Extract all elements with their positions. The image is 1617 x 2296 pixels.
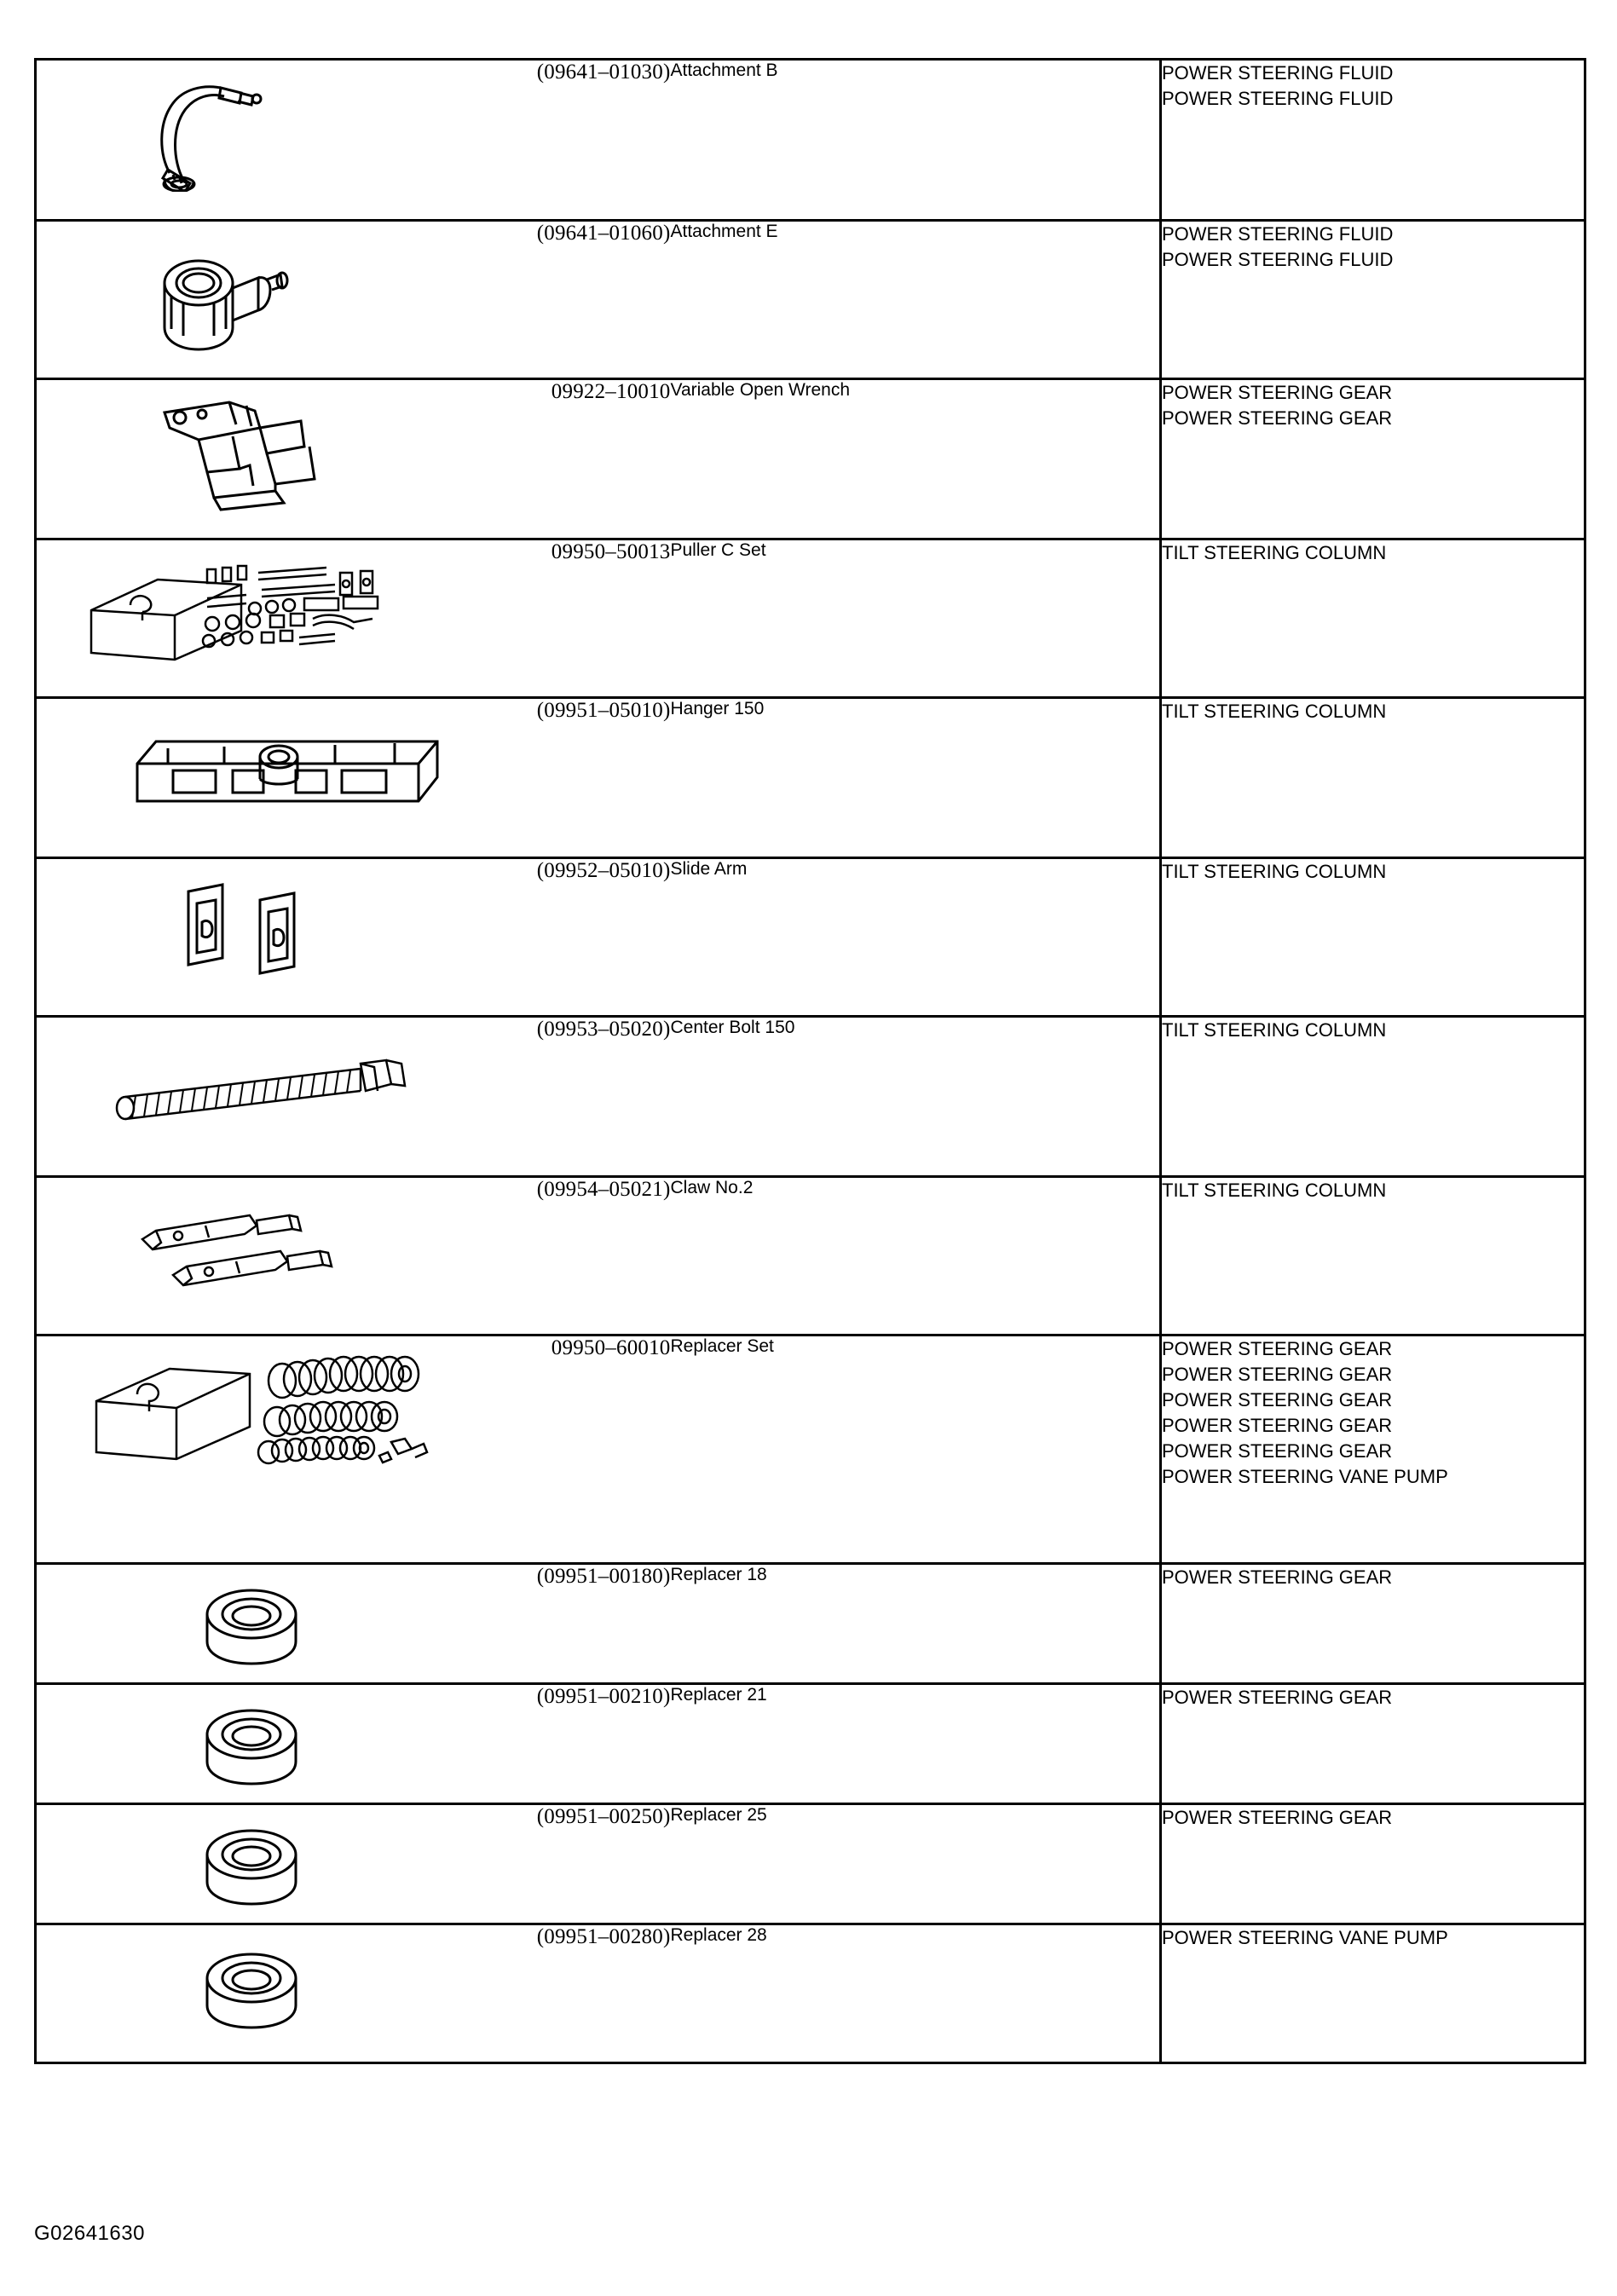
tool-usage xyxy=(1161,1017,1585,1177)
usage-line: POWER STEERING GEAR xyxy=(1162,1687,1393,1708)
special-service-tools-table-wrapper xyxy=(34,58,1584,2064)
tool-usage xyxy=(1161,1177,1585,1335)
tool-name: Replacer Set xyxy=(671,1335,1161,1564)
claw-no2-icon xyxy=(37,1178,471,1334)
tool-number: 09950–50013 xyxy=(471,539,671,698)
usage-line: TILT STEERING COLUMN xyxy=(1162,1019,1387,1041)
tool-usage xyxy=(1161,1335,1585,1564)
tool-number: (09953–05020) xyxy=(471,1017,671,1177)
tool-illustration-cell xyxy=(36,1177,471,1335)
tool-name: Attachment B xyxy=(671,60,1161,221)
table-row xyxy=(36,858,1585,1017)
tool-usage xyxy=(1161,1684,1585,1804)
table-row xyxy=(36,1924,1585,2063)
slide-arm-icon xyxy=(37,859,471,1015)
tool-name: Hanger 150 xyxy=(671,698,1161,858)
usage-line: POWER STEERING GEAR xyxy=(1162,382,1393,403)
tool-number: (09951–05010) xyxy=(471,698,671,858)
tool-number: 09922–10010 xyxy=(471,379,671,539)
tool-name: Replacer 18 xyxy=(671,1564,1161,1684)
tool-illustration-cell xyxy=(36,1684,471,1804)
table-row xyxy=(36,221,1585,379)
table-row xyxy=(36,60,1585,221)
tool-number: 09950–60010 xyxy=(471,1335,671,1564)
tool-usage xyxy=(1161,858,1585,1017)
tool-illustration-cell xyxy=(36,221,471,379)
table-row xyxy=(36,1684,1585,1804)
table-row xyxy=(36,698,1585,858)
usage-line: POWER STEERING FLUID xyxy=(1162,223,1394,245)
tool-number: (09951–00210) xyxy=(471,1684,671,1804)
tool-usage xyxy=(1161,379,1585,539)
table-row xyxy=(36,1804,1585,1924)
tool-illustration-cell xyxy=(36,1804,471,1924)
tool-name: Variable Open Wrench xyxy=(671,379,1161,539)
replacer-ring-icon xyxy=(37,1685,471,1803)
tool-name: Center Bolt 150 xyxy=(671,1017,1161,1177)
tool-number: (09641–01030) xyxy=(471,60,671,221)
tool-name: Attachment E xyxy=(671,221,1161,379)
usage-line: TILT STEERING COLUMN xyxy=(1162,542,1387,563)
usage-line: POWER STEERING GEAR xyxy=(1162,1415,1393,1436)
hanger-150-icon xyxy=(37,699,471,857)
puller-c-set-icon xyxy=(37,540,471,696)
usage-line: TILT STEERING COLUMN xyxy=(1162,861,1387,882)
usage-line: POWER STEERING GEAR xyxy=(1162,1389,1393,1410)
tool-number: (09951–00180) xyxy=(471,1564,671,1684)
tool-usage xyxy=(1161,1924,1585,2063)
tool-usage xyxy=(1161,221,1585,379)
usage-line: POWER STEERING VANE PUMP xyxy=(1162,1927,1448,1948)
tool-number: (09951–00280) xyxy=(471,1924,671,2063)
tool-illustration-cell xyxy=(36,1564,471,1684)
replacer-ring-icon xyxy=(37,1805,471,1923)
replacer-set-icon xyxy=(37,1336,471,1562)
table-row xyxy=(36,1017,1585,1177)
replacer-ring-icon xyxy=(37,1565,471,1682)
document-footer-code: G02641630 xyxy=(34,2222,145,2245)
usage-line: POWER STEERING FLUID xyxy=(1162,62,1394,84)
tool-number: (09954–05021) xyxy=(471,1177,671,1335)
replacer-ring-icon xyxy=(37,1925,471,2062)
bent-tube-attachment-icon xyxy=(37,61,471,219)
table-row xyxy=(36,1335,1585,1564)
tool-illustration-cell xyxy=(36,1017,471,1177)
usage-line: POWER STEERING GEAR xyxy=(1162,1364,1393,1385)
tool-usage xyxy=(1161,698,1585,858)
tool-illustration-cell xyxy=(36,539,471,698)
variable-open-wrench-icon xyxy=(37,380,471,538)
tool-illustration-cell xyxy=(36,1924,471,2063)
tool-usage xyxy=(1161,1564,1585,1684)
tool-name: Replacer 21 xyxy=(671,1684,1161,1804)
center-bolt-150-icon xyxy=(37,1018,471,1175)
tool-number: (09951–00250) xyxy=(471,1804,671,1924)
tool-name: Replacer 25 xyxy=(671,1804,1161,1924)
cylindrical-adapter-icon xyxy=(37,222,471,378)
tool-illustration-cell xyxy=(36,698,471,858)
tool-usage xyxy=(1161,60,1585,221)
usage-line: POWER STEERING FLUID xyxy=(1162,88,1394,109)
tool-name: Slide Arm xyxy=(671,858,1161,1017)
table-row xyxy=(36,539,1585,698)
special-service-tools-table xyxy=(34,58,1586,2064)
table-row xyxy=(36,1177,1585,1335)
usage-line: TILT STEERING COLUMN xyxy=(1162,701,1387,722)
usage-line: POWER STEERING GEAR xyxy=(1162,1807,1393,1828)
tool-illustration-cell xyxy=(36,379,471,539)
usage-line: TILT STEERING COLUMN xyxy=(1162,1180,1387,1201)
usage-line: POWER STEERING FLUID xyxy=(1162,249,1394,270)
usage-line: POWER STEERING VANE PUMP xyxy=(1162,1466,1448,1487)
tool-number: (09641–01060) xyxy=(471,221,671,379)
tool-number: (09952–05010) xyxy=(471,858,671,1017)
tool-illustration-cell xyxy=(36,60,471,221)
usage-line: POWER STEERING GEAR xyxy=(1162,1566,1393,1588)
usage-line: POWER STEERING GEAR xyxy=(1162,407,1393,429)
table-row xyxy=(36,379,1585,539)
usage-line: POWER STEERING GEAR xyxy=(1162,1440,1393,1462)
table-row xyxy=(36,1564,1585,1684)
tool-usage xyxy=(1161,539,1585,698)
tool-illustration-cell xyxy=(36,1335,471,1564)
tool-usage xyxy=(1161,1804,1585,1924)
tool-illustration-cell xyxy=(36,858,471,1017)
tool-name: Puller C Set xyxy=(671,539,1161,698)
tool-name: Claw No.2 xyxy=(671,1177,1161,1335)
usage-line: POWER STEERING GEAR xyxy=(1162,1338,1393,1359)
tool-name: Replacer 28 xyxy=(671,1924,1161,2063)
